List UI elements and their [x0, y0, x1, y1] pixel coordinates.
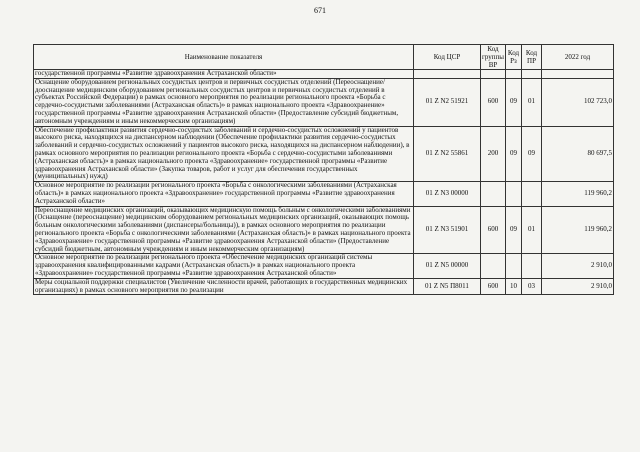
row-pr	[522, 70, 542, 79]
table-row	[34, 206, 614, 254]
row-rz	[506, 254, 522, 278]
row-amount: 119 960,2	[542, 206, 614, 254]
row-csr: 01 Z N3 00000	[414, 182, 481, 206]
table-row	[34, 126, 614, 182]
row-rz: 10	[506, 278, 522, 295]
budget-table	[33, 44, 614, 295]
row-vr	[481, 182, 506, 206]
header-row	[34, 45, 614, 70]
header-vr: Код группы ВР	[482, 45, 504, 69]
row-name: Оснащение оборудованием региональных сосудистых центров и первичных сосудистых отделений (Переоснащение/дооснащение медицинским оборудованием региональных сосудистых центров и первичных сосудистых отделений в субъектах Российской Федерации) в рамках основного мероприятия по реализации регионального проекта «Борьба с сердечно-сосудистыми заболеваниями (Астраханская область)» в рамках национального проекта «Здравоохранение» государственной программы «Развитие здравоохранения Астраханской области» (Предоставление субсидий бюджетным, автономным учреждениям и иным некоммерческим организациям)	[34, 78, 414, 126]
row-name: государственной программы «Развитие здравоохранения Астраханской области»	[34, 70, 414, 79]
row-amount	[542, 70, 614, 79]
row-name: Основное мероприятие по реализации регионального проекта «Борьба с онкологическими заболеваниями (Астраханская область)» в рамках национального проекта «Здравоохранение» государственной программы «Развитие здравоохранения Астраханской области»	[34, 182, 414, 206]
row-csr: 01 Z N2 51921	[414, 78, 481, 126]
row-vr: 200	[481, 126, 506, 182]
table-row	[34, 182, 614, 206]
table-row	[34, 70, 614, 79]
header-year: 2022 год	[542, 45, 614, 70]
row-amount: 119 960,2	[542, 182, 614, 206]
row-pr: 03	[522, 278, 542, 295]
table-row	[34, 254, 614, 278]
header-name: Наименование показателя	[34, 45, 414, 70]
row-name: Основное мероприятие по реализации регионального проекта «Обеспечение медицинских организаций системы здравоохранения квалифицированными кадрами (Астраханская область)» в рамках национального проекта «Здравоохранение» государственной программы «Развитие здравоохранения Астраханской области»	[34, 254, 414, 278]
row-amount: 2 910,0	[542, 278, 614, 295]
row-vr: 600	[481, 206, 506, 254]
header-pr: Код ПР	[522, 45, 542, 70]
row-rz: 09	[506, 78, 522, 126]
row-pr: 09	[522, 126, 542, 182]
header-rz: Код Рз	[506, 45, 522, 70]
row-amount: 2 910,0	[542, 254, 614, 278]
row-pr	[522, 182, 542, 206]
row-name: Меры социальной поддержки специалистов (Увеличение численности врачей, работающих в государственных медицинских организациях) в рамках основного мероприятия по реализации	[34, 278, 414, 295]
row-name: Обеспечение профилактики развития сердечно-сосудистых заболеваний и сердечно-сосудистых осложнений у пациентов высокого риска, находящихся на диспансерном наблюдении (Обеспечение профилактики развития сердечно-сосудистых заболеваний и сердечно-сосудистых осложнений у пациентов высокого риска, находящихся на диспансерном наблюдении), в рамках основного мероприятия по реализации регионального проекта «Борьба с сердечно-сосудистыми заболеваниями (Астраханская область)» в рамках национального проекта «Здравоохранение» государственной программы «Развитие здравоохранения Астраханской области» (Закупка товаров, работ и услуг для обеспечения государственных (муниципальных) нужд)	[34, 126, 414, 182]
row-rz	[506, 70, 522, 79]
header-csr: Код ЦСР	[414, 45, 481, 70]
row-pr: 01	[522, 206, 542, 254]
row-csr	[414, 70, 481, 79]
row-vr	[481, 70, 506, 79]
row-vr: 600	[481, 278, 506, 295]
table-row	[34, 278, 614, 295]
row-csr: 01 Z N2 55861	[414, 126, 481, 182]
row-csr: 01 Z N3 51901	[414, 206, 481, 254]
row-amount: 102 723,0	[542, 78, 614, 126]
row-vr	[481, 254, 506, 278]
row-name: Переоснащение медицинских организаций, оказывающих медицинскую помощь больным с онкологическими заболеваниями (Оснащение (переоснащение) медицинским оборудованием региональных медицинских организаций, оказывающих помощь больным онкологическими заболеваниями (диспансеры/больницы)), в рамках основного мероприятия по реализации регионального проекта «Борьба с онкологическими заболеваниями (Астраханская область)» в рамках национального проекта «Здравоохранение» государственной программы «Развитие здравоохранения Астраханской области» (Предоставление субсидий бюджетным, автономным учреждениям и иным некоммерческим организациям)	[34, 206, 414, 254]
page-number: 671	[314, 6, 326, 15]
row-amount: 80 697,5	[542, 126, 614, 182]
row-vr: 600	[481, 78, 506, 126]
row-csr: 01 Z N5 П8011	[414, 278, 481, 295]
row-rz: 09	[506, 206, 522, 254]
row-pr: 01	[522, 78, 542, 126]
table-row	[34, 78, 614, 126]
row-rz	[506, 182, 522, 206]
row-rz: 09	[506, 126, 522, 182]
row-pr	[522, 254, 542, 278]
row-csr: 01 Z N5 00000	[414, 254, 481, 278]
